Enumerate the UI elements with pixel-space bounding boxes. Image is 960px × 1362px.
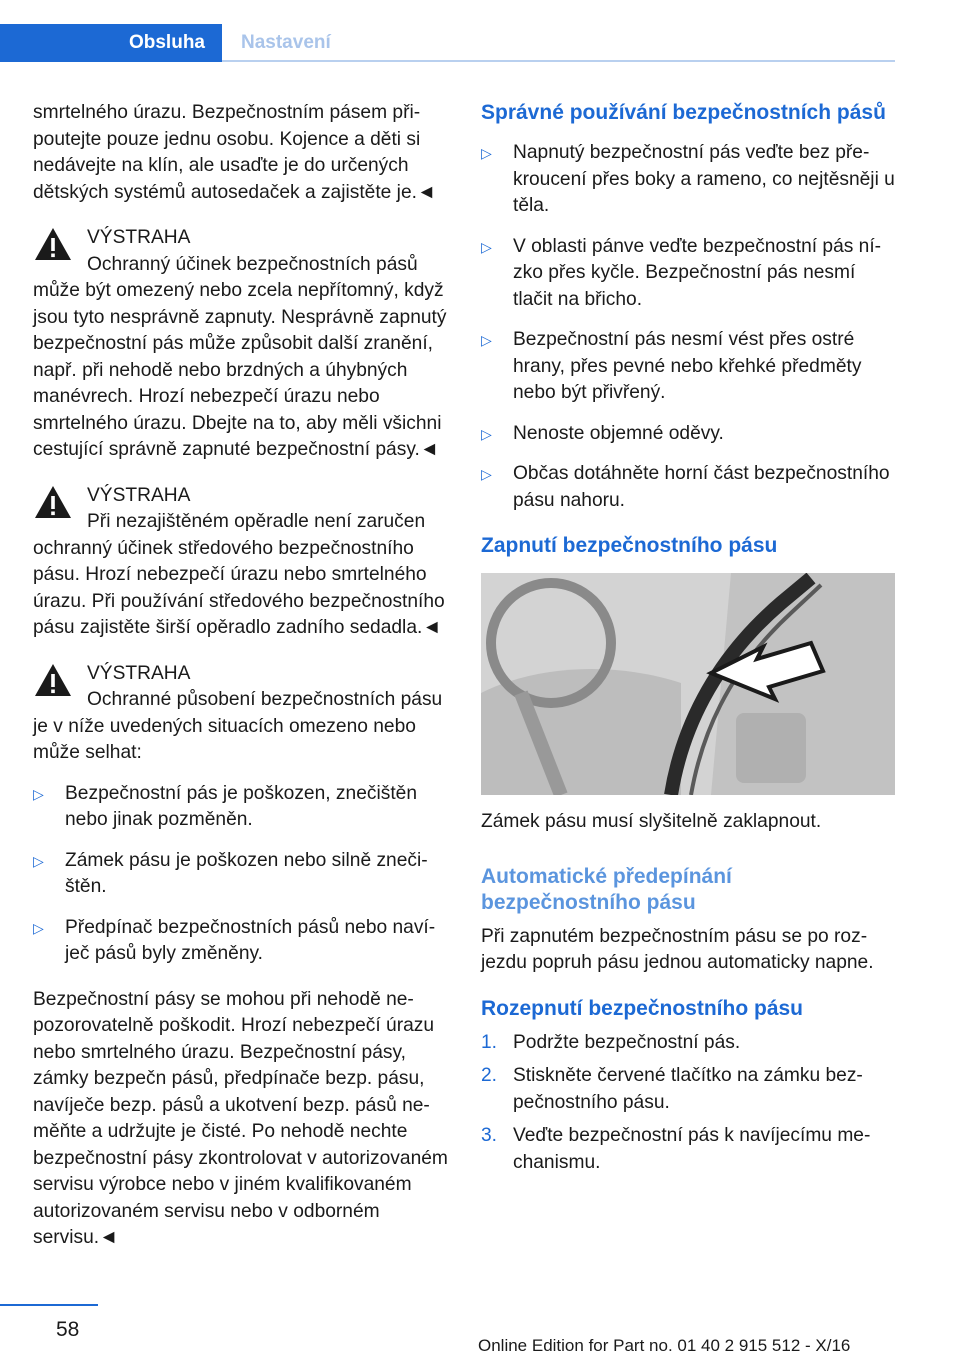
triangle-bullet-icon: ▷ <box>481 332 492 348</box>
list-item: ▷ V oblasti pánve veďte bezpečnostní pás nízko přes kyčle. Bezpečnostní pás nesmí tlačit na břicho. <box>481 235 882 310</box>
seat-belt-buckle-image <box>481 573 895 795</box>
list-item: ▷ Napnutý bezpečnostní pás veďte bez překroucení přes boky a rameno, co nejtěsněji u těla. <box>481 142 895 216</box>
list-item: ▷ Bezpečnostní pás je poškozen, znečištěn nebo jinak pozměněn. <box>33 782 417 830</box>
left-column <box>33 100 449 1271</box>
warning-text: Ochranný účinek bezpečnostních pásů může být omezený nebo zcela nepřítomný, když jsou tyto nesprávně zapnuty. Nesprávně zapnutý bezpečnostní pás může způsobit další zranění, např. při nehodě nebo brzdných a úhybných manévrech. Hrozí nebezpečí úrazu nebo smrtelného úrazu. Dbejte na to, aby měli všichni cestující správně zapnuté bezpečnostní pásy.◄ <box>33 253 447 460</box>
list-item: ▷ Nenoste objemné oděvy. <box>481 421 895 448</box>
page-number: 58 <box>56 1318 80 1341</box>
warning-title: VÝSTRAHA <box>87 227 191 248</box>
warning-block-1 <box>33 225 449 464</box>
tab-obsluha[interactable]: Obsluha <box>0 24 222 62</box>
step-item: 2. Stiskněte červené tlačítko na zámku bezpečnostního pásu. <box>481 1065 863 1113</box>
edition-note: Online Edition for Part no. 01 40 2 915 512 - X/16 <box>478 1336 851 1355</box>
unfasten-steps <box>481 1030 895 1177</box>
warning-block-2 <box>33 483 449 642</box>
triangle-bullet-icon: ▷ <box>481 145 492 161</box>
list-item: ▷ Občas dotáhněte horní část bezpečnostního pásu nahoru. <box>481 463 890 511</box>
list-item: ▷ Zámek pásu je poškozen nebo silně znečištěn. <box>33 849 428 897</box>
warning-list <box>33 781 449 968</box>
right-column <box>481 100 895 1183</box>
warning-block-3 <box>33 661 449 1252</box>
warning-triangle-icon <box>33 483 73 521</box>
warning-text: Při nezajištěném opěradle není zaručen ochranný účinek středového bezpečnostního pásu. Hrozí nebezpečí úrazu nebo smrtelného úrazu. Při používání středového bezpečnostního pásu zajistěte širší opěradlo zadního sedadla.◄ <box>33 511 445 638</box>
heading-correct-usage: Správné používání bezpečnostních pásů <box>481 101 886 124</box>
tab-underline <box>222 60 895 62</box>
warning-after-text: Bezpečnostní pásy se mohou při nehodě nepozorovatelně poškodit. Hrozí nebezpečí úrazu nebo smrtelného úrazu. Bezpečnostní pásy, zámky bezpečn pásů, předpínače bezp. pásu, navíječe bezp. pásů a ukotvení bezp. pásů neměňte a udržujte je čisté. Po nehodě nechte bezpečnostní pásy zkontrolovat v autorizovaném servisu výrobce nebo v jiném kvalifikovaném autorizovaném servisu nebo v odborném servisu.◄ <box>33 988 448 1248</box>
heading-fastening: Zapnutí bezpečnostního pásu <box>481 534 778 557</box>
warning-text: Ochranné působení bezpečnostních pásu je v níže uvedených situacích omezeno nebo může selhat: <box>33 689 443 763</box>
seat-illustration <box>481 573 895 795</box>
warning-title: VÝSTRAHA <box>87 662 191 684</box>
triangle-bullet-icon: ▷ <box>33 919 44 936</box>
section-tabs <box>0 24 895 62</box>
usage-list <box>481 140 895 514</box>
pretension-paragraph: Při zapnutém bezpečnostním pásu se po rozjezdu popruh pásu jednou automaticky napne. <box>481 925 874 973</box>
triangle-bullet-icon: ▷ <box>481 466 492 482</box>
heading-pretension: Automatické předepínání bezpečnostního pásu <box>481 864 732 914</box>
step-item: 3. Veďte bezpečnostní pás k navíjecímu mechanismu. <box>481 1125 871 1173</box>
list-item: ▷ Předpínač bezpečnostních pásů nebo navíječ pásů byly změněny. <box>33 916 436 964</box>
heading-unfastening: Rozepnutí bezpečnostního pásu <box>481 996 804 1020</box>
tab-nastaveni[interactable]: Nastavení <box>241 32 331 53</box>
warning-triangle-icon <box>33 661 73 699</box>
footer-rule <box>0 1304 98 1306</box>
list-item: ▷ Bezpečnostní pás nesmí vést přes ostré hrany, přes pevné nebo křehké předměty nebo být přivřený. <box>481 329 862 403</box>
triangle-bullet-icon: ▷ <box>33 852 44 869</box>
warning-title: VÝSTRAHA <box>87 484 191 506</box>
triangle-bullet-icon: ▷ <box>481 425 492 442</box>
image-caption: Zámek pásu musí slyšitelně zaklapnout. <box>481 811 822 832</box>
step-item: 1. Podržte bezpečnostní pás. <box>481 1031 741 1053</box>
warning-triangle-icon <box>33 225 73 263</box>
intro-paragraph: smrtelného úrazu. Bezpečnostním pásem připoutejte pouze jednu osobu. Kojence a děti si nedávejte na klín, ale usaďte je do určených dětských systémů autosedaček a zajistěte je.◄ <box>33 102 436 203</box>
triangle-bullet-icon: ▷ <box>33 785 44 802</box>
triangle-bullet-icon: ▷ <box>481 238 492 255</box>
